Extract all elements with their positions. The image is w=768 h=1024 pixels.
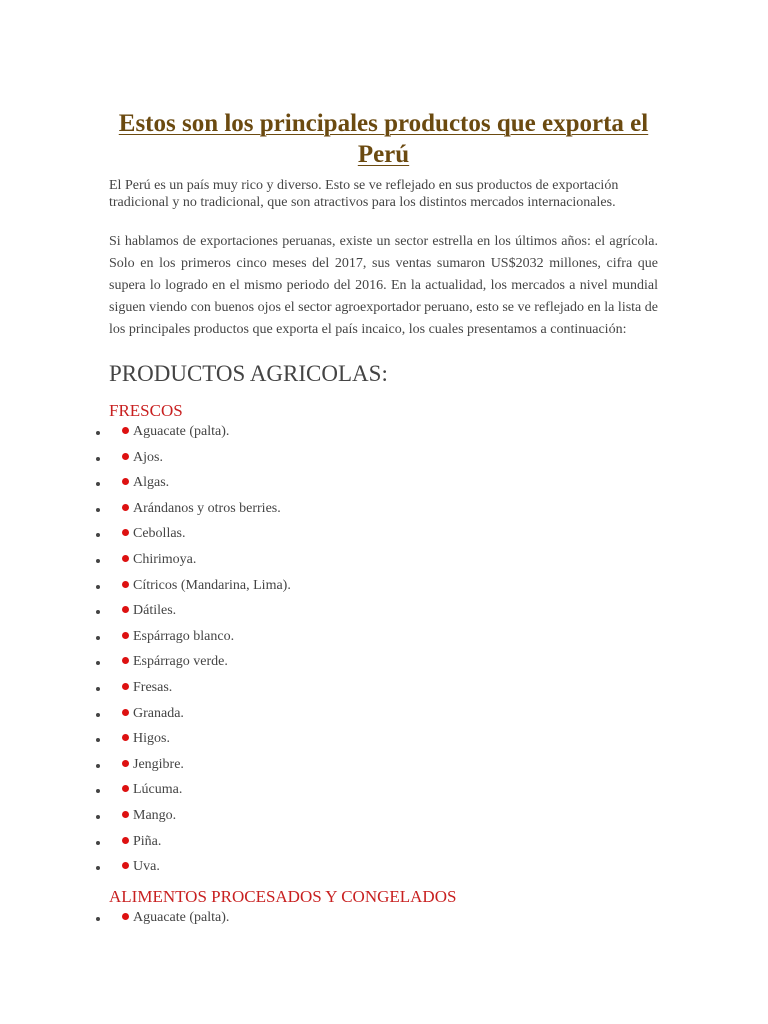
section-heading: PRODUCTOS AGRICOLAS: [109,361,388,386]
list-bullet-icon [96,687,100,691]
list-item [109,602,658,628]
list-bullet-icon [96,431,100,435]
red-dot-icon [122,811,129,818]
intro-paragraph: El Perú es un país muy rico y diverso. Esto se ve reflejado en sus productos de exportación tradicional y no tradicional, que son atractivos para los distintos mercados internacionales. [109,178,619,210]
list-bullet-icon [96,789,100,793]
list-item-label: Espárrago blanco. [133,628,235,644]
frescos-heading: FRESCOS [109,401,183,420]
list-bullet-icon [96,610,100,614]
list-item [109,551,658,577]
list-bullet-icon [96,585,100,589]
list-item [109,525,658,551]
body-paragraph: Si hablamos de exportaciones peruanas, existe un sector estrella en los últimos años: el agrícola. Solo en los primeros cinco meses del 2017, sus ventas sumaron US$2032 millones, cifra que supera lo logrado en el mismo periodo del 2016. En la actualidad, los mercados a nivel mundial siguen viendo con buenos ojos el sector agroexportador peruano, esto se ve reflejado en la lista de los principales productos que exporta el país incaico, los cuales presentamos a continuación: [109,234,658,337]
procesados-heading: ALIMENTOS PROCESADOS Y CONGELADOS [109,886,457,906]
list-bullet-icon [96,482,100,486]
list-bullet-icon [96,738,100,742]
list-bullet-icon [96,917,100,921]
list-item-label: Uva. [133,859,160,875]
list-item-label: Granada. [133,705,184,721]
document-page [109,108,658,934]
list-item-label: Dátiles. [133,603,177,619]
list-item-label: Fresas. [133,679,173,695]
list-item-label: Mango. [133,807,177,823]
list-item [109,628,658,654]
list-bullet-icon [96,661,100,665]
list-item-label: Aguacate (palta). [133,909,230,925]
red-dot-icon [122,862,129,869]
list-bullet-icon [96,559,100,563]
red-dot-icon [122,504,129,511]
list-item-label: Higos. [133,731,170,747]
list-item [109,858,658,884]
list-item [109,705,658,731]
list-item-label: Piña. [133,833,162,849]
list-item [109,756,658,782]
list-item [109,781,658,807]
list-bullet-icon [96,815,100,819]
list-item [109,577,658,603]
red-dot-icon [122,734,129,741]
list-bullet-icon [96,508,100,512]
list-item [109,807,658,833]
red-dot-icon [122,555,129,562]
red-dot-icon [122,837,129,844]
red-dot-icon [122,709,129,716]
red-dot-icon [122,453,129,460]
list-item [109,833,658,859]
list-item-label: Jengibre. [133,756,184,772]
list-bullet-icon [96,764,100,768]
list-item-label: Arándanos y otros berries. [133,500,281,516]
page-title: Estos son los principales productos que exporta el Perú [118,110,649,168]
list-item-label: Cebollas. [133,526,186,542]
red-dot-icon [122,683,129,690]
list-bullet-icon [96,841,100,845]
list-bullet-icon [96,533,100,537]
list-item-label: Lúcuma. [133,782,183,798]
list-item [109,474,658,500]
red-dot-icon [122,632,129,639]
list-bullet-icon [96,866,100,870]
list-item [109,500,658,526]
list-item-label: Aguacate (palta). [133,424,230,439]
list-item [109,423,658,449]
procesados-list [109,909,658,935]
red-dot-icon [122,581,129,588]
red-dot-icon [122,657,129,664]
list-item-label: Espárrago verde. [133,654,228,670]
red-dot-icon [122,529,129,536]
list-item [109,909,658,935]
red-dot-icon [122,760,129,767]
red-dot-icon [122,913,129,920]
red-dot-icon [122,478,129,485]
list-item-label: Cítricos (Mandarina, Lima). [133,577,291,593]
list-bullet-icon [96,636,100,640]
list-bullet-icon [96,457,100,461]
list-bullet-icon [96,713,100,717]
frescos-list [109,423,658,884]
list-item [109,653,658,679]
list-item-label: Algas. [133,475,170,491]
list-item [109,730,658,756]
list-item [109,679,658,705]
red-dot-icon [122,606,129,613]
list-item-label: Chirimoya. [133,551,197,567]
red-dot-icon [122,427,129,434]
red-dot-icon [122,785,129,792]
list-item [109,449,658,475]
list-item-label: Ajos. [133,449,163,465]
